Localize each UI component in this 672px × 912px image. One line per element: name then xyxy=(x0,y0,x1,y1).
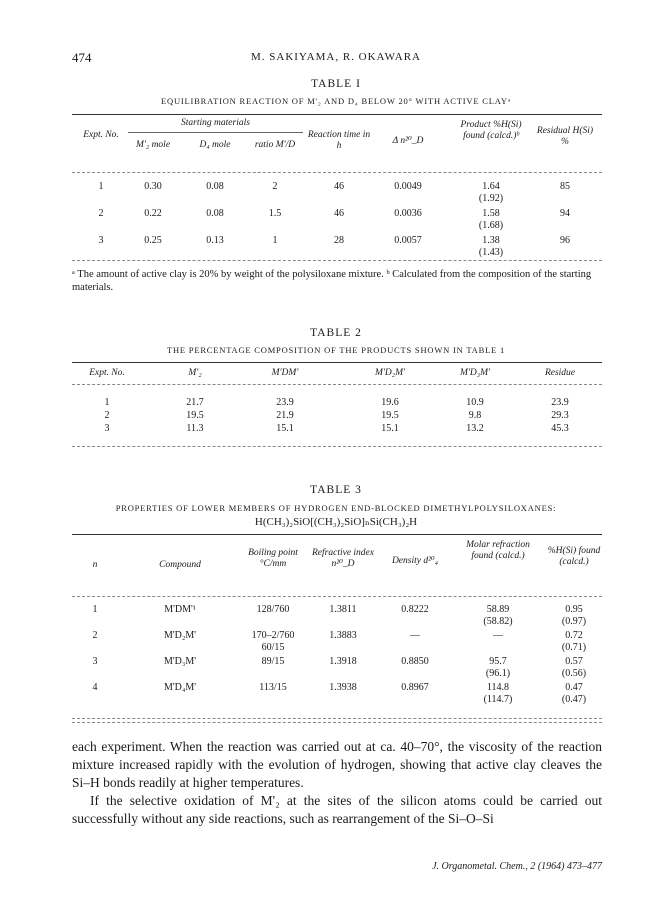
table2-header-cell: Expt. No. xyxy=(89,368,125,378)
table1-cell-m2: 0.25 xyxy=(144,235,162,246)
table3-cell-compound: M'D₂M' xyxy=(163,630,197,641)
table1-header-time: Reaction time in h xyxy=(307,130,371,151)
table1-header-d4: D₄ mole xyxy=(199,140,231,150)
table3-cell-h: 0.57 xyxy=(565,656,583,667)
table2-cell: 9.8 xyxy=(468,410,482,421)
table2-cell: 2 xyxy=(104,410,110,421)
table3-cell-bp: 89/15 xyxy=(261,656,285,667)
table3-header-bp: Boiling point °C/mm xyxy=(248,548,298,569)
table1-title: EQUILIBRATION REACTION OF M'₂ AND D₄ BELOW 20° WITH ACTIVE CLAYᵃ xyxy=(161,96,511,106)
table2-cell: 19.5 xyxy=(381,410,399,421)
table3-cell-mr-calcd: (58.82) xyxy=(483,616,513,627)
table1-cell-d4: 0.08 xyxy=(206,181,224,192)
table1-cell-m2: 0.30 xyxy=(144,181,162,192)
table3-header-ri: Refractive index n²⁰_D xyxy=(312,548,374,569)
table1-header-residual: Residual H(Si) % xyxy=(536,126,594,147)
table1-header-rule xyxy=(72,172,602,173)
table1-cell-time: 28 xyxy=(334,235,344,246)
table1-cell-residual: 96 xyxy=(560,235,570,246)
table2-cell: 15.1 xyxy=(381,423,399,434)
table3-title: PROPERTIES OF LOWER MEMBERS OF HYDROGEN END-BLOCKED DIMETHYLPOLYSILOXANES: xyxy=(115,503,557,513)
table3-top-rule xyxy=(72,534,602,535)
table1-starting-rule xyxy=(128,132,303,133)
table3-cell-mr-calcd: (96.1) xyxy=(485,668,511,679)
table2-bottom-rule xyxy=(72,446,602,447)
table3-header-h: %H(Si) found (calcd.) xyxy=(547,546,601,567)
table1-cell-d4: 0.08 xyxy=(206,208,224,219)
table3-cell-n: 1 xyxy=(92,604,98,615)
table3-cell-n: 3 xyxy=(92,656,98,667)
table2-header-cell: M'DM' xyxy=(271,368,299,378)
table3-cell-mr: — xyxy=(493,630,503,641)
table1-cell-found: 1.64 xyxy=(482,181,500,192)
table2-header-cell: M'D₃M' xyxy=(459,368,491,378)
table3-cell-h-calcd: (0.56) xyxy=(561,668,587,679)
table3-cell-h-calcd: (0.47) xyxy=(561,694,587,705)
table2-header-cell: M'₂ xyxy=(188,368,202,378)
table2-header-cell: Residue xyxy=(544,368,576,378)
table3-cell-bp: 170–2/760 xyxy=(251,630,295,641)
body-paragraph-1: each experiment. When the reaction was carried out at ca. 40–70°, the viscosity of the reaction mixture increased rapidly with the evolution of hydrogen, showing that active clay cleaves the Si–H bonds readily at higher temperatures. xyxy=(72,739,602,790)
table3-cell-bp: 113/15 xyxy=(259,682,287,693)
table1-cell-ratio: 1 xyxy=(272,235,278,246)
table2-label: TABLE 2 xyxy=(310,327,362,339)
table1-cell-dn: 0.0049 xyxy=(394,181,422,192)
table3-cell-h-calcd: (0.97) xyxy=(561,616,587,627)
table1-top-rule xyxy=(72,114,602,115)
table1-header-product: Product %H(Si) found (calcd.)ᵇ xyxy=(460,120,522,141)
table3-cell-compound: M'DM'¹ xyxy=(164,604,196,615)
table2-cell: 1 xyxy=(104,397,110,408)
table3-bottom-rule xyxy=(72,718,602,719)
table2-cell: 11.3 xyxy=(186,423,204,434)
table3-label: TABLE 3 xyxy=(310,484,362,496)
table2-cell: 10.9 xyxy=(466,397,484,408)
table2-cell: 29.3 xyxy=(551,410,569,421)
table2-title: THE PERCENTAGE COMPOSITION OF THE PRODUCTS SHOWN IN TABLE 1 xyxy=(166,345,506,355)
table1-cell-dn: 0.0036 xyxy=(394,208,422,219)
table1-cell-m2: 0.22 xyxy=(144,208,162,219)
table1-cell-found: 1.38 xyxy=(482,235,500,246)
table1-header-dn: Δ n²⁰_D xyxy=(392,136,424,146)
table3-cell-h: 0.72 xyxy=(565,630,583,641)
table3-header-mr: Molar refraction found (calcd.) xyxy=(466,540,530,561)
table2-cell: 15.1 xyxy=(276,423,294,434)
table1-cell-time: 46 xyxy=(334,181,344,192)
table3-cell-n: 4 xyxy=(92,682,98,693)
table2-cell: 45.3 xyxy=(551,423,569,434)
table2-cell: 13.2 xyxy=(466,423,484,434)
table3-cell-mr: 114.8 xyxy=(486,682,510,693)
table1-header-starting: Starting materials xyxy=(181,118,250,128)
table1-header-expt: Expt. No. xyxy=(83,130,119,140)
table1-cell-expt: 2 xyxy=(98,208,104,219)
table1-cell-residual: 85 xyxy=(560,181,570,192)
body-paragraph-2: If the selective oxidation of M'₂ at the sites of the silicon atoms could be carried out successfully without any side reactions, such as rearrangement of the Si–O–Si xyxy=(72,793,602,826)
table3-cell-ri: 1.3918 xyxy=(329,656,357,667)
table1-cell-time: 46 xyxy=(334,208,344,219)
table1-cell-calcd: (1.68) xyxy=(478,220,504,231)
table1-cell-residual: 94 xyxy=(560,208,570,219)
table3-cell-h: 0.47 xyxy=(565,682,583,693)
table3-header-n: n xyxy=(92,560,98,570)
table1-cell-calcd: (1.43) xyxy=(478,247,504,258)
table1-label: TABLE I xyxy=(311,78,361,90)
table1-header-ratio: ratio M'/D xyxy=(254,140,296,150)
table2-cell: 19.6 xyxy=(381,397,399,408)
table3-header-rule xyxy=(72,596,602,597)
journal-citation: J. Organometal. Chem., 2 (1964) 473–477 xyxy=(432,861,602,872)
table3-cell-h-calcd: (0.71) xyxy=(561,642,587,653)
table3-header-compound: Compound xyxy=(159,560,201,570)
table1-cell-dn: 0.0057 xyxy=(394,235,422,246)
table1-cell-calcd: (1.92) xyxy=(478,193,504,204)
table2-header-rule xyxy=(72,384,602,385)
table3-cell-mr: 58.89 xyxy=(486,604,510,615)
table2-cell: 19.5 xyxy=(186,410,204,421)
table1-cell-d4: 0.13 xyxy=(206,235,224,246)
table3-cell-mr-calcd: (114.7) xyxy=(483,694,513,705)
table3-cell-mr: 95.7 xyxy=(489,656,507,667)
table3-cell-h: 0.95 xyxy=(565,604,583,615)
running-header-authors: M. SAKIYAMA, R. OKAWARA xyxy=(250,51,422,63)
table3-cell-density: 0.8967 xyxy=(401,682,429,693)
table3-cell-ri: 1.3938 xyxy=(329,682,357,693)
page-number: 474 xyxy=(72,50,92,65)
table2-header-cell: M'D₂M' xyxy=(374,368,406,378)
table2-cell: 23.9 xyxy=(276,397,294,408)
table1-cell-expt: 3 xyxy=(98,235,104,246)
table2-top-rule xyxy=(72,362,602,363)
table1-cell-ratio: 1.5 xyxy=(268,208,282,219)
table3-cell-compound: M'D₄M' xyxy=(163,682,197,693)
table1-footnote: ᵃ The amount of active clay is 20% by weight of the polysiloxane mixture. ᵇ Calculated from the composition of the starting materials. xyxy=(72,269,592,293)
table3-header-density: Density d²⁰₄ xyxy=(391,556,439,566)
table3-cell-ri: 1.3811 xyxy=(329,604,357,615)
table2-cell: 21.9 xyxy=(276,410,294,421)
table3-cell-density: 0.8850 xyxy=(401,656,429,667)
table1-cell-expt: 1 xyxy=(98,181,104,192)
table1-cell-found: 1.58 xyxy=(482,208,500,219)
table3-cell-ri: 1.3883 xyxy=(329,630,357,641)
table3-formula: H(CH₃)₂SiO[(CH₃)₂SiO]ₙSi(CH₃)₂H xyxy=(254,516,418,528)
table3-cell-bp2: 60/15 xyxy=(261,642,285,653)
table1-header-m2: M'₂ mole xyxy=(135,140,171,150)
table2-cell: 21.7 xyxy=(186,397,204,408)
table2-cell: 23.9 xyxy=(551,397,569,408)
table3-cell-density: 0.8222 xyxy=(401,604,429,615)
table3-cell-density: — xyxy=(410,630,420,641)
table3-cell-compound: M'D₃M' xyxy=(163,656,197,667)
table1-cell-ratio: 2 xyxy=(272,181,278,192)
table2-cell: 3 xyxy=(104,423,110,434)
table1-bottom-rule xyxy=(72,260,602,261)
table3-cell-n: 2 xyxy=(92,630,98,641)
table3-bottom-rule-2 xyxy=(72,722,602,723)
table3-cell-bp: 128/760 xyxy=(256,604,290,615)
